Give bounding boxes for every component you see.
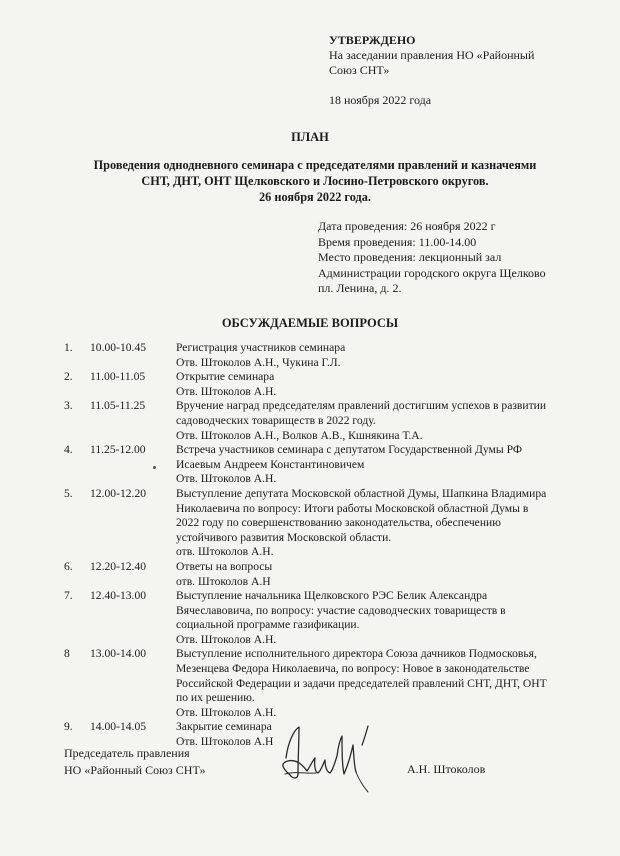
agenda-item-number: 8 (64, 647, 70, 661)
agenda-item-text: Отв. Штоколов А.Н., Чукина Г.Л. (176, 355, 341, 369)
agenda-item-text: Выступление исполнительного директора Союза дачников Подмосковья, (176, 647, 537, 661)
agenda-item-text: Отв. Штоколов А.Н. (176, 632, 277, 646)
event-place-line-2: Администрации городского округа Щелково (318, 265, 546, 280)
event-date: Дата проведения: 26 ноября 2022 г (318, 219, 496, 233)
agenda-item-time: 11.05-11.25 (90, 399, 146, 413)
agenda-item-text: Отв. Штоколов А.Н. (176, 384, 277, 398)
agenda-item-text: Мезенцева Федора Николаевича, по вопросу: Новое в законодательстве (176, 662, 530, 676)
agenda-item-text: отв. Штоколов А.Н (176, 574, 271, 588)
plan-subtitle (60, 157, 570, 205)
agenda-item-time: 11.00-11.05 (90, 370, 146, 384)
agenda-list (64, 341, 584, 750)
agenda-item-text: отв. Штоколов А.Н. (176, 545, 274, 559)
agenda-item-time: 12.40-13.00 (90, 589, 147, 603)
agenda-item-text: Закрытие семинара (176, 720, 272, 734)
agenda-item-text: устойчивого развития Московской области. (176, 530, 392, 544)
agenda-item-text: Встреча участников семинара с депутатом Государственной Думы РФ (176, 443, 522, 457)
approval-line-2: Союз СНТ» (329, 63, 390, 77)
plan-title: ПЛАН (291, 130, 329, 144)
approval-block (329, 33, 589, 108)
event-details (318, 219, 608, 297)
handwritten-signature (272, 718, 390, 798)
agenda-item-number: 1. (64, 341, 73, 354)
agenda-item-text: садоводческих товариществ в 2022 году. (176, 413, 376, 427)
agenda-item-text: Николаевича по вопросу: Итоги работы Московской областной Думы в (176, 501, 529, 515)
agenda-item-time: 10.00-10.45 (90, 341, 147, 354)
agenda-item-number: 6. (64, 559, 73, 573)
agenda-item-number: 7. (64, 589, 73, 603)
approval-line-1: На заседании правления НО «Районный (329, 48, 535, 62)
agenda-item-text: Вячеславовича, по вопросу: участие садоводческих товариществ в (176, 603, 506, 617)
event-place-line-3: пл. Ленина, д. 2. (318, 281, 402, 295)
agenda-item-time: 12.00-12.20 (90, 486, 147, 500)
agenda-item-text: Выступление депутата Московской областной Думы, Шапкина Владимира (176, 486, 547, 500)
ink-dot (153, 466, 156, 469)
event-time: Время проведения: 11.00-14.00 (318, 234, 477, 249)
agenda-item-text: Отв. Штоколов А.Н (176, 735, 274, 749)
chairman-title: Председатель правления (64, 746, 190, 760)
agenda-item (64, 443, 584, 487)
plan-subtitle-line-2: СНТ, ДНТ, ОНТ Щелковского и Лосино-Петровского округов. (141, 174, 489, 188)
organization-name: НО «Районный Союз СНТ» (64, 763, 206, 777)
agenda-item-text: по их решению. (176, 691, 255, 705)
agenda-item-time: 14.00-14.05 (90, 720, 147, 734)
agenda-item-text: Выступление начальника Щелковского РЭС Белик Александра (176, 589, 488, 603)
agenda-item-text: Российской Федерации и задачи председателей правлений СНТ, ДНТ, ОНТ (176, 676, 547, 690)
agenda-item (64, 589, 584, 647)
agenda-item-number: 2. (64, 370, 73, 384)
event-place-line-1: Место проведения: лекционный зал (318, 250, 502, 264)
agenda-item-time: 11.25-12.00 (90, 443, 146, 457)
agenda-item-number: 9. (64, 720, 73, 734)
agenda-item-time: 12.20-12.40 (90, 559, 147, 573)
agenda-item (64, 560, 584, 589)
plan-subtitle-line-3: 26 ноября 2022 года. (259, 190, 371, 204)
section-title: ОБСУЖДАЕМЫЕ ВОПРОСЫ (221, 316, 399, 330)
agenda-item-text: Отв. Штоколов А.Н., Волков А.В., Кшнякина Т.А. (176, 428, 423, 442)
agenda-item-number: 3. (64, 399, 73, 413)
agenda-item-text: Ответы на вопросы (176, 559, 273, 573)
agenda-item-text: Регистрация участников семинара (176, 341, 346, 354)
approval-heading: УТВЕРЖДЕНО (329, 33, 416, 47)
plan-subtitle-line-1: Проведения однодневного семинара с председателями правлений и казначеями (93, 158, 537, 172)
agenda-item-text: Вручение наград председателям правлений достигшим успехов в развитии (176, 399, 547, 413)
agenda-item-text: Открытие семинара (176, 370, 275, 384)
agenda-item-text: Исаевым Андреем Константиновичем (176, 457, 365, 471)
agenda-item (64, 647, 584, 720)
agenda-item-number: 5. (64, 486, 73, 500)
agenda-item-time: 13.00-14.00 (90, 647, 147, 661)
agenda-item (64, 487, 584, 560)
agenda-item (64, 399, 584, 443)
agenda-item-text: Отв. Штоколов А.Н. (176, 705, 277, 719)
signatory-name: А.Н. Штоколов (407, 762, 486, 776)
approval-date: 18 ноября 2022 года (329, 93, 432, 107)
agenda-item-number: 4. (64, 443, 73, 457)
agenda-item-text: Отв. Штоколов А.Н. (176, 472, 277, 486)
agenda-item-text: 2022 году по совершенствованию законодательства, обеспечению (176, 516, 501, 530)
agenda-item (64, 370, 584, 399)
agenda-item (64, 341, 584, 370)
agenda-item-text: социальной программе газификации. (176, 618, 360, 632)
